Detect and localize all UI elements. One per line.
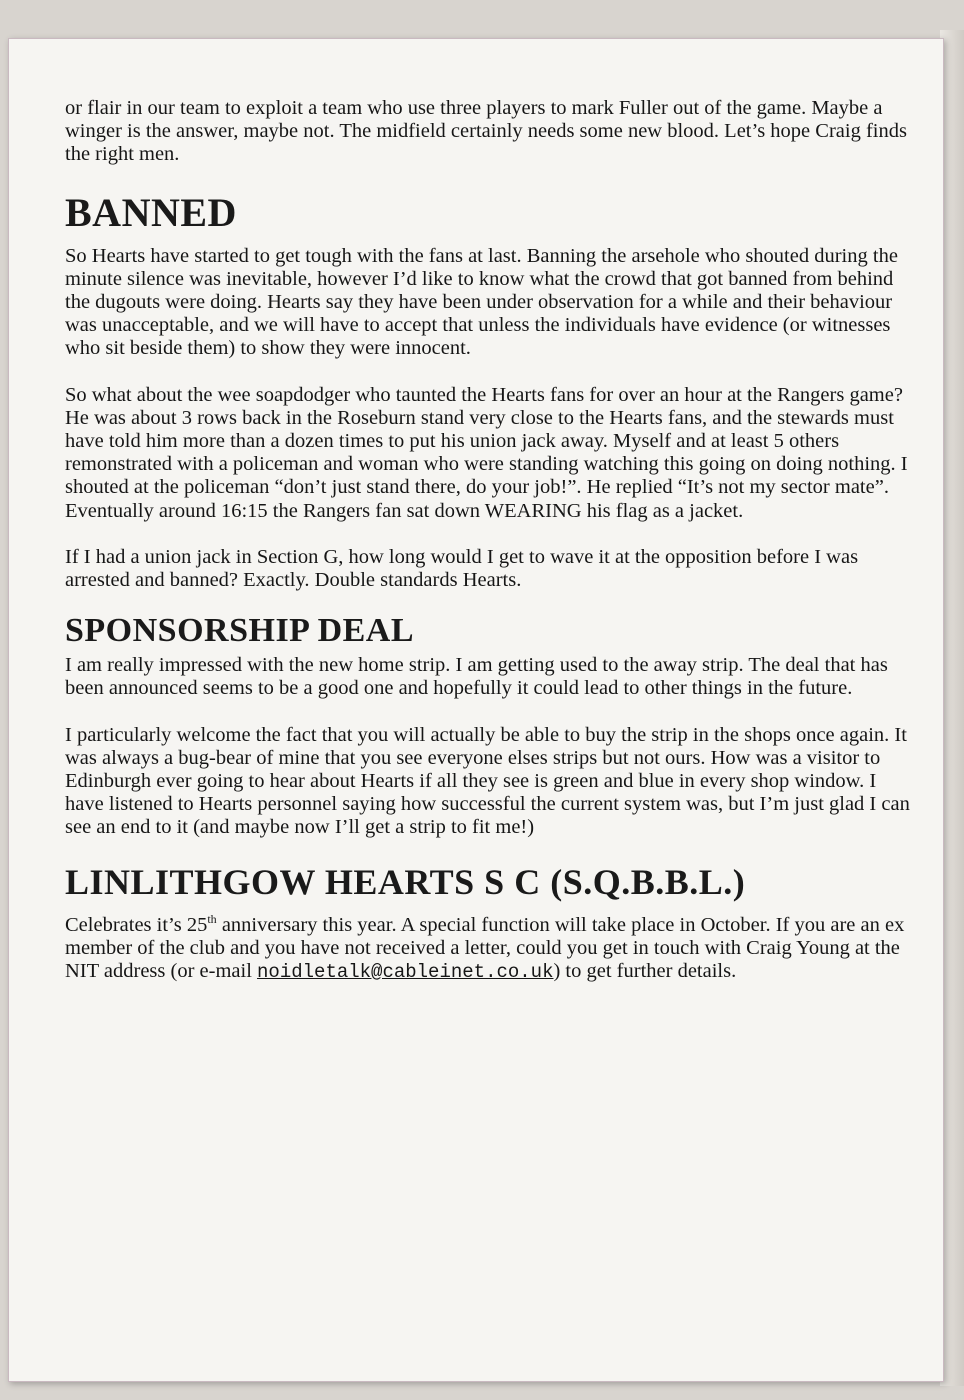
banned-paragraph-1: So Hearts have started to get tough with the fans at last. Banning the arsehole who shouted during the minute silence was inevitable, however I’d like to know what the crowd that got banned from behind the dugouts were doing. Hearts say they have been under observation for a while and their behaviour was unacceptable, and we will have to accept that unless the individuals have evidence (or witnesses who sit beside them) to show they were innocent. (65, 244, 898, 360)
banned-paragraph-2: So what about the wee soapdodger who taunted the Hearts fans for over an hour at the Rangers game? He was about 3 rows back in the Roseburn stand very close to the Hearts fans, and the stewards must have told him more than a dozen times to put his union jack away. Myself and at least 5 others remonstrated with a policeman and woman who were standing watching this going on doing nothing. I shouted at the policeman “don’t just stand there, do your job!”. He replied “It’s not my sector mate”. Eventually around 16:15 the Rangers fan sat down WEARING his flag as a jacket. (65, 383, 908, 522)
sponsorship-paragraph-1: I am really impressed with the new home strip. I am getting used to the away strip. The deal that has been announced seems to be a good one and hopefully it could lead to other things in the future. (65, 654, 888, 700)
linlithgow-text-2: anniversary this year. A special function will take place in October. If you are an ex member of the club and you have not received a letter, could you get in touch with Craig Young at the NIT address (or e-mail (65, 913, 905, 982)
sponsorship-paragraph-2: I particularly welcome the fact that you will actually be able to buy the strip in the shops once again. It was always a bug-bear of mine that you see everyone elses strips but not ours. How was a visitor to Edinburgh ever going to hear about Hearts if all they see is green and blue in every shop window. I have listened to Hearts personnel saying how successful the current system was, but I’m just glad I can see an end to it (and maybe now I’ll get a strip to fit me!) (65, 723, 910, 839)
email-address: noidletalk@cableinet.co.uk (257, 960, 554, 983)
linlithgow-text-3: ) to get further details. (553, 959, 737, 982)
intro-paragraph: or flair in our team to exploit a team who use three players to mark Fuller out of the game. Maybe a winger is the answer, maybe not. The midfield certainly needs some new blood. Let’s hope Craig finds the right men. (65, 97, 907, 166)
article-column (65, 97, 915, 984)
linlithgow-heading: LINLITHGOW HEARTS S C (S.Q.B.B.L.) (65, 861, 746, 902)
ordinal-superscript: th (207, 911, 217, 926)
sponsorship-heading: SPONSORSHIP DEAL (65, 612, 415, 650)
document-page (8, 38, 944, 1382)
banned-paragraph-3: If I had a union jack in Section G, how long would I get to wave it at the opposition before I was arrested and banned? Exactly. Double standards Hearts. (65, 545, 859, 592)
linlithgow-text-1: Celebrates it’s 25 (65, 913, 208, 936)
banned-heading: BANNED (65, 189, 237, 235)
linlithgow-paragraph (65, 908, 915, 984)
